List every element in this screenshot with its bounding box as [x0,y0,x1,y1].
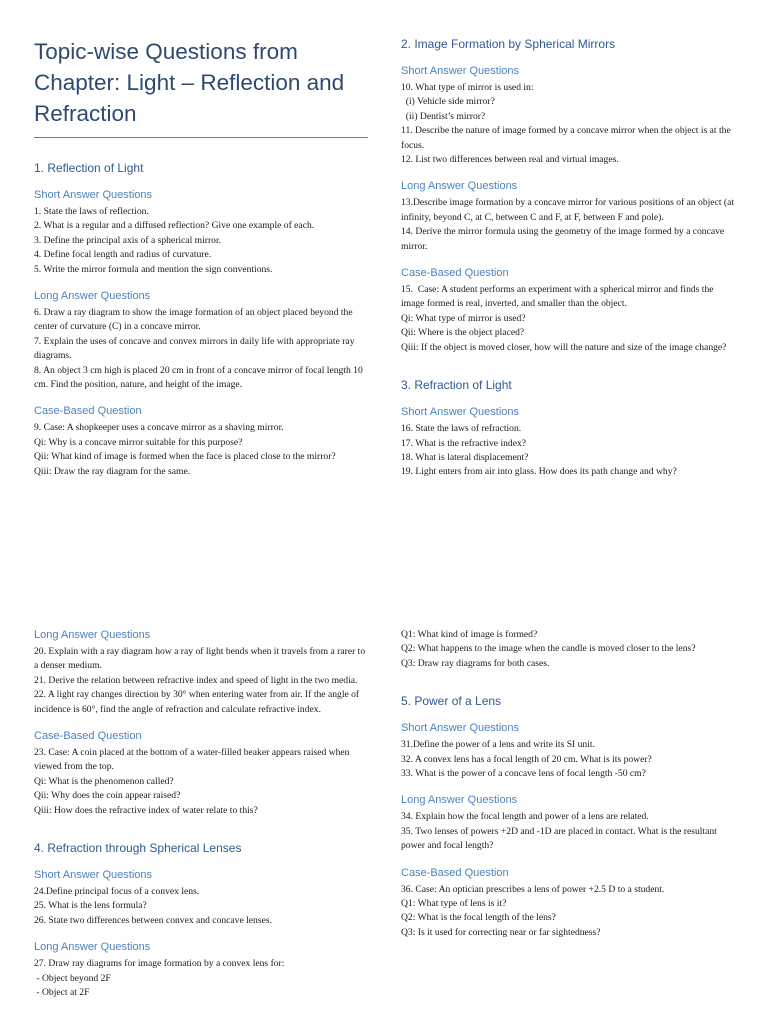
question-line: 15. Case: A student performs an experiment with a spherical mirror and finds the image formed is real, inverted, and smaller than the object. [401,284,716,310]
case-based-group [401,866,735,941]
group-title: Case-Based Question [401,267,509,280]
section-title: 5. Power of a Lens [401,694,502,709]
question-line: Qii: Where is the object placed? [401,327,525,339]
group-title: Long Answer Questions [34,629,151,641]
section-power-of-lens [401,693,735,940]
page-bottom [0,612,768,1024]
right-column-bottom [401,628,735,940]
question-line: 23. Case: A coin placed at the bottom of a water-filled beaker appears raised when viewed from the top. [34,747,352,773]
section-refraction [401,377,735,480]
question-line: Q1: What kind of image is formed? [401,629,538,640]
group-title: Short Answer Questions [34,869,153,882]
question-line: 14. Derive the mirror formula using the geometry of the image formed by a concave mirror. [401,226,727,252]
question-line: - Object beyond 2F [34,972,111,984]
question-line: 24.Define principal focus of a convex lens. [34,886,200,898]
question-line: Qii: Why does the coin appear raised? [34,790,181,802]
question-line: - Object at 2F [34,987,90,999]
left-column-top [34,36,368,479]
question-line: 21. Derive the relation between refractive index and speed of light in the two media. [34,674,358,686]
long-answer-group [34,289,368,392]
question-line: 12. List two differences between real and virtual images. [401,154,619,166]
question-line: 8. An object 3 cm high is placed 20 cm in front of a concave mirror of focal length 10 cm. Find the position, nature, and height of the image. [34,364,366,391]
question-line: (ii) Dentist’s mirror? [401,110,486,122]
group-title: Case-Based Question [401,866,509,879]
question-line: 25. What is the lens formula? [34,900,147,912]
question-line: 4. Define focal length and radius of curvature. [34,249,212,261]
question-line: Qi: What type of mirror is used? [401,312,526,324]
section-spherical-lenses [34,840,368,1000]
question-line: 32. A convex lens has a focal length of 20 cm. What is its power? [401,753,652,765]
section-title: 3. Refraction of Light [401,378,512,393]
question-line: Q2: What happens to the image when the candle is moved closer to the lens? [401,643,696,655]
question-line: 7. Explain the uses of concave and convex mirrors in daily life with appropriate ray diagrams. [34,335,357,362]
question-line: 9. Case: A shopkeeper uses a concave mirror as a shaving mirror. [34,422,284,434]
document-title: Topic-wise Questions from Chapter: Light – Reflection and Refraction [34,36,368,138]
long-answer-group [34,940,368,1000]
group-title: Short Answer Questions [401,406,520,419]
question-line: 33. What is the power of a concave lens of focal length -50 cm? [401,768,646,780]
question-line: 22. A light ray changes direction by 30° when entering water from air. If the angle of incidence is 60°, find the angle of refraction and calculate refractive index. [34,689,362,715]
question-line: 11. Describe the nature of image formed by a concave mirror when the object is at the focus. [401,125,734,151]
short-answer-group [401,721,735,781]
left-column-bottom [34,628,368,1001]
question-line: 16. State the laws of refraction. [401,423,522,435]
question-line: Qi: What is the phenomenon called? [34,775,174,787]
question-line: 26. State two differences between convex and concave lenses. [34,914,272,926]
question-line: 27. Draw ray diagrams for image formation by a convex lens for: [34,958,285,970]
question-line: Q3: Draw ray diagrams for both cases. [401,657,550,669]
question-line: 35. Two lenses of powers +2D and -1D are placed in contact. What is the resultant power and focal length? [401,825,720,852]
group-title: Long Answer Questions [34,941,151,954]
case-continuation [401,628,735,671]
case-based-group [34,729,368,818]
case-based-group [34,404,368,479]
question-line: 5. Write the mirror formula and mention the sign conventions. [34,263,273,275]
short-answer-group [34,868,368,928]
section-spherical-mirrors [401,36,735,355]
question-line: 1. State the laws of reflection. [34,206,149,217]
question-line: 2. What is a regular and a diffused reflection? Give one example of each. [34,220,315,232]
right-column-top [401,28,735,480]
group-title: Case-Based Question [34,730,142,743]
question-line: (i) Vehicle side mirror? [401,96,495,108]
group-title: Long Answer Questions [34,290,151,303]
section-title: 1. Reflection of Light [34,161,144,175]
long-answer-group [401,793,735,853]
question-line: 20. Explain with a ray diagram how a ray of light bends when it travels from a rarer to a denser medium. [34,646,368,672]
question-line: Q2: What is the focal length of the lens? [401,912,556,924]
question-line: 17. What is the refractive index? [401,437,527,449]
group-title: Case-Based Question [34,405,142,418]
question-line: 18. What is lateral displacement? [401,451,529,463]
question-line: 31.Define the power of a lens and write its SI unit. [401,739,595,751]
question-line: 19. Light enters from air into glass. How does its path change and why? [401,466,677,478]
question-line: 3. Define the principal axis of a spherical mirror. [34,234,222,246]
question-line: Qiii: Draw the ray diagram for the same. [34,465,191,477]
group-title: Long Answer Questions [401,180,518,193]
short-answer-group [34,188,368,277]
group-title: Short Answer Questions [34,189,153,201]
short-answer-group [401,405,735,480]
question-line: 36. Case: An optician prescribes a lens of power +2.5 D to a student. [401,883,665,895]
question-line: 6. Draw a ray diagram to show the image formation of an object placed beyond the center of curvature (C) in a concave mirror. [34,307,356,333]
section-reflection [34,160,368,479]
group-title: Short Answer Questions [401,722,520,735]
question-line: Qiii: How does the refractive index of water relate to this? [34,804,258,816]
question-line: 13.Describe image formation by a concave mirror for various positions of an object (at infinity, beyond C, at C, between C and F, at F, between F and pole). [401,197,737,223]
section-title: 2. Image Formation by Spherical Mirrors [401,37,616,51]
question-line: 34. Explain how the focal length and power of a lens are related. [401,811,649,823]
group-title: Short Answer Questions [401,65,520,77]
question-line: Q3: Is it used for correcting near or far sightedness? [401,926,601,938]
long-answer-group [34,628,368,717]
question-line: Qiii: If the object is moved closer, how will the nature and size of the image change? [401,341,727,353]
case-based-group [401,266,735,355]
question-line: Qii: What kind of image is formed when the face is placed close to the mirror? [34,451,336,463]
question-line: 10. What type of mirror is used in: [401,82,534,93]
short-answer-group [401,64,735,167]
section-title: 4. Refraction through Spherical Lenses [34,841,242,856]
question-line: Qi: Why is a concave mirror suitable for this purpose? [34,436,243,448]
question-line: Q1: What type of lens is it? [401,898,507,910]
long-answer-group [401,179,735,254]
group-title: Long Answer Questions [401,794,518,807]
